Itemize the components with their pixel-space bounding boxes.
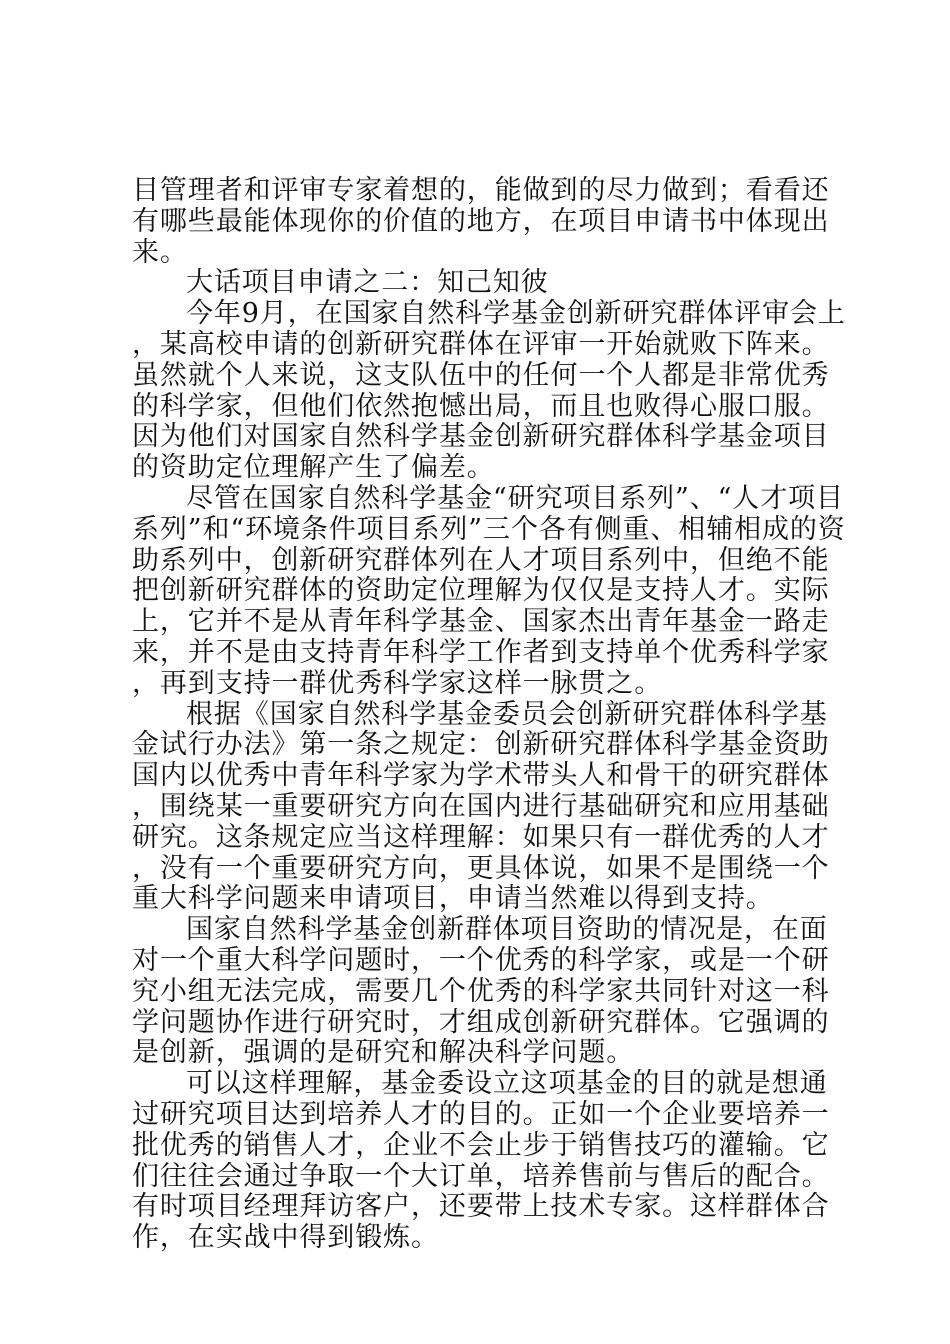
paragraph-6: 可以这样理解，基金委设立这项基金的目的就是想通过研究项目达到培养人才的目的。正如一个企业要培养一批优秀的销售人才，企业不会止步于销售技巧的灌输。它们往往会通过争取一个大订单，培养售前与售后的配合。有时项目经理拜访客户，还要带上技术专家。这样群体合作，在实战中得到锻炼。 — [132, 1068, 830, 1254]
paragraph-1: 目管理者和评审专家着想的，能做到的尽力做到；看看还有哪些最能体现你的价值的地方，在项目申请书中体现出来。 — [132, 175, 830, 268]
paragraph-2: 今年9月，在国家自然科学基金创新研究群体评审会上，某高校申请的创新研究群体在评审一开始就败下阵来。虽然就个人来说，这支队伍中的任何一个人都是非常优秀的科学家，但他们依然抱憾出局，而且也败得心服口服。因为他们对国家自然科学基金创新研究群体科学基金项目的资助定位理解产生了偏差。 — [132, 298, 846, 484]
paragraph-4: 根据《国家自然科学基金委员会创新研究群体科学基金试行办法》第一条之规定：创新研究群体科学基金资助国内以优秀中青年科学家为学术带头人和骨干的研究群体，围绕某一重要研究方向在国内进行基础研究和应用基础研究。这条规定应当这样理解：如果只有一群优秀的人才，没有一个重要研究方向，更具体说，如果不是围绕一个重大科学问题来申请项目，申请当然难以得到支持。 — [132, 698, 830, 915]
document-body — [132, 176, 852, 1254]
paragraph-3: 尽管在国家自然科学基金“研究项目系列”、“人才项目系列”和“环境条件项目系列”三个各有侧重、相辅相成的资助系列中，创新研究群体列在人才项目系列中，但绝不能把创新研究群体的资助定位理解为仅仅是支持人才。实际上，它并不是从青年科学基金、国家杰出青年基金一路走来，并不是由支持青年科学工作者到支持单个优秀科学家，再到支持一群优秀科学家这样一脉贯之。 — [132, 482, 846, 699]
paragraph-5: 国家自然科学基金创新群体项目资助的情况是，在面对一个重大科学问题时，一个优秀的科学家，或是一个研究小组无法完成，需要几个优秀的科学家共同针对这一科学问题协作进行研究时，才组成创新研究群体。它强调的是创新，强调的是研究和解决科学问题。 — [132, 914, 830, 1069]
section-heading: 大话项目申请之二：知己知彼 — [186, 267, 549, 299]
